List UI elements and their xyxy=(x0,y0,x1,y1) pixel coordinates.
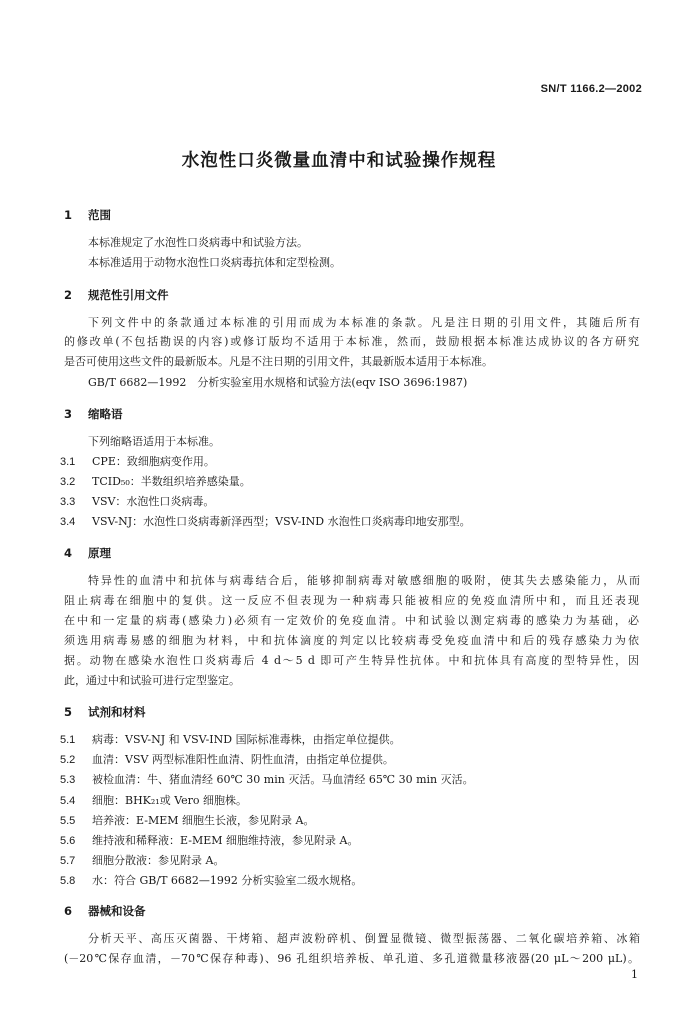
item-text: 血清：VSV 两型标准阳性血清、阴性血清，由指定单位提供。 xyxy=(92,753,394,766)
reference-entry: GB/T 6682—1992 分析实验室用水规格和试验方法(eqv ISO 3696:1987) xyxy=(88,376,468,389)
item-number: 3.4 xyxy=(60,516,76,528)
paragraph-line: 特异性的血清中和抗体与病毒结合后，能够抑制病毒对敏感细胞的吸附，使其失去感染能力，从而 xyxy=(88,574,640,587)
item-text: VSV-NJ：水泡性口炎病毒新泽西型；VSV-IND 水泡性口炎病毒印地安那型。 xyxy=(92,515,471,528)
item-number: 5.5 xyxy=(60,815,76,827)
paragraph-line: 下列缩略语适用于本标准。 xyxy=(88,435,220,448)
section-number: 4 xyxy=(64,546,73,560)
paragraph-line: 本标准规定了水泡性口炎病毒中和试验方法。 xyxy=(88,236,308,249)
list-item xyxy=(60,475,251,489)
paragraph-line: 分析天平、高压灭菌器、干烤箱、超声波粉碎机、倒置显微镜、微型振荡器、二氧化碳培养箱、冰箱 xyxy=(88,932,640,945)
paragraph-line: 须选用病毒易感的细胞为材料，中和抗体滴度的判定以比较病毒受免疫血清中和后的残存感染力为依 xyxy=(64,634,639,647)
list-item xyxy=(60,834,358,848)
list-item xyxy=(60,854,224,868)
item-text: 细胞：BHK₂₁或 Vero 细胞株。 xyxy=(92,794,248,807)
section-title: 规范性引用文件 xyxy=(88,288,169,302)
list-item xyxy=(60,874,362,888)
list-item xyxy=(60,515,471,529)
item-number: 5.4 xyxy=(60,795,76,807)
page-number: 1 xyxy=(631,968,638,981)
section-5-heading xyxy=(64,704,146,720)
section-number: 6 xyxy=(64,904,73,918)
section-number: 2 xyxy=(64,288,73,302)
section-title: 原理 xyxy=(88,546,111,560)
list-item xyxy=(60,495,214,509)
section-title: 缩略语 xyxy=(88,407,123,421)
item-number: 5.7 xyxy=(60,855,76,867)
item-number: 3.2 xyxy=(60,476,76,488)
item-text: VSV：水泡性口炎病毒。 xyxy=(92,495,215,508)
item-number: 5.6 xyxy=(60,835,76,847)
section-title: 器械和设备 xyxy=(88,904,146,918)
item-text: 被检血清：牛、猪血清经 60℃ 30 min 灭活。马血清经 65℃ 30 min 灭活。 xyxy=(92,773,474,786)
list-item xyxy=(60,753,394,767)
paragraph-line: 本标准适用于动物水泡性口炎病毒抗体和定型检测。 xyxy=(88,256,341,269)
item-text: 水：符合 GB/T 6682—1992 分析实验室二级水规格。 xyxy=(92,874,363,887)
list-item xyxy=(60,733,401,747)
item-text: 细胞分散液：参见附录 A。 xyxy=(92,854,225,867)
item-text: CPE：致细胞病变作用。 xyxy=(92,455,215,468)
list-item xyxy=(60,794,247,808)
paragraph-line: (－20℃保存血清，－70℃保存种毒)、96 孔组织培养板、单孔道、多孔道微量移液器(20 μL～200 μL)。 xyxy=(64,952,639,965)
item-number: 3.1 xyxy=(60,456,76,468)
paragraph-line: 此，通过中和试验可进行定型鉴定。 xyxy=(64,674,240,687)
item-number: 5.2 xyxy=(60,754,76,766)
section-number: 3 xyxy=(64,407,73,421)
section-2-heading xyxy=(64,287,169,303)
paragraph-line: 在中和一定量的病毒(感染力)必须有一定效价的免疫血清。中和试验以测定病毒的感染力为基础，必 xyxy=(64,614,639,627)
paragraph-line: 阻止病毒在细胞中的复供。这一反应不但表现为一种病毒只能被相应的免疫血清所中和，而且还表现 xyxy=(64,594,639,607)
list-item xyxy=(60,455,215,469)
list-item xyxy=(60,773,474,787)
section-title: 试剂和材料 xyxy=(88,705,146,719)
paragraph-line: 的修改单(不包括勘误的内容)或修订版均不适用于本标准，然而，鼓励根据本标准达成协议的各方研究 xyxy=(64,335,639,348)
section-1-heading xyxy=(64,207,111,223)
item-text: 培养液：E-MEM 细胞生长液，参见附录 A。 xyxy=(92,814,315,827)
item-number: 5.3 xyxy=(60,774,76,786)
item-text: 维持液和稀释液：E-MEM 细胞维持液，参见附录 A。 xyxy=(92,834,359,847)
item-number: 5.8 xyxy=(60,875,76,887)
paragraph-line: 是否可使用这些文件的最新版本。凡是不注日期的引用文件，其最新版本适用于本标准。 xyxy=(64,355,493,368)
paragraph-line: 据。动物在感染水泡性口炎病毒后 4 d～5 d 即可产生特异性抗体。中和抗体具有高度的型特异性，因 xyxy=(64,654,639,667)
item-number: 5.1 xyxy=(60,734,76,746)
list-item xyxy=(60,814,314,828)
page-title: 水泡性口炎微量血清中和试验操作规程 xyxy=(181,151,497,171)
standard-number: SN/T 1166.2—2002 xyxy=(540,83,642,95)
section-number: 5 xyxy=(64,705,73,719)
item-text: TCID₅₀：半数组织培养感染量。 xyxy=(92,475,251,488)
paragraph-line: 下列文件中的条款通过本标准的引用而成为本标准的条款。凡是注日期的引用文件，其随后所有 xyxy=(88,316,640,329)
section-6-heading xyxy=(64,903,146,919)
item-number: 3.3 xyxy=(60,496,76,508)
section-4-heading xyxy=(64,545,111,561)
section-3-heading xyxy=(64,406,123,422)
section-title: 范围 xyxy=(88,208,111,222)
item-text: 病毒：VSV-NJ 和 VSV-IND 国际标准毒株，由指定单位提供。 xyxy=(92,733,401,746)
section-number: 1 xyxy=(64,208,73,222)
